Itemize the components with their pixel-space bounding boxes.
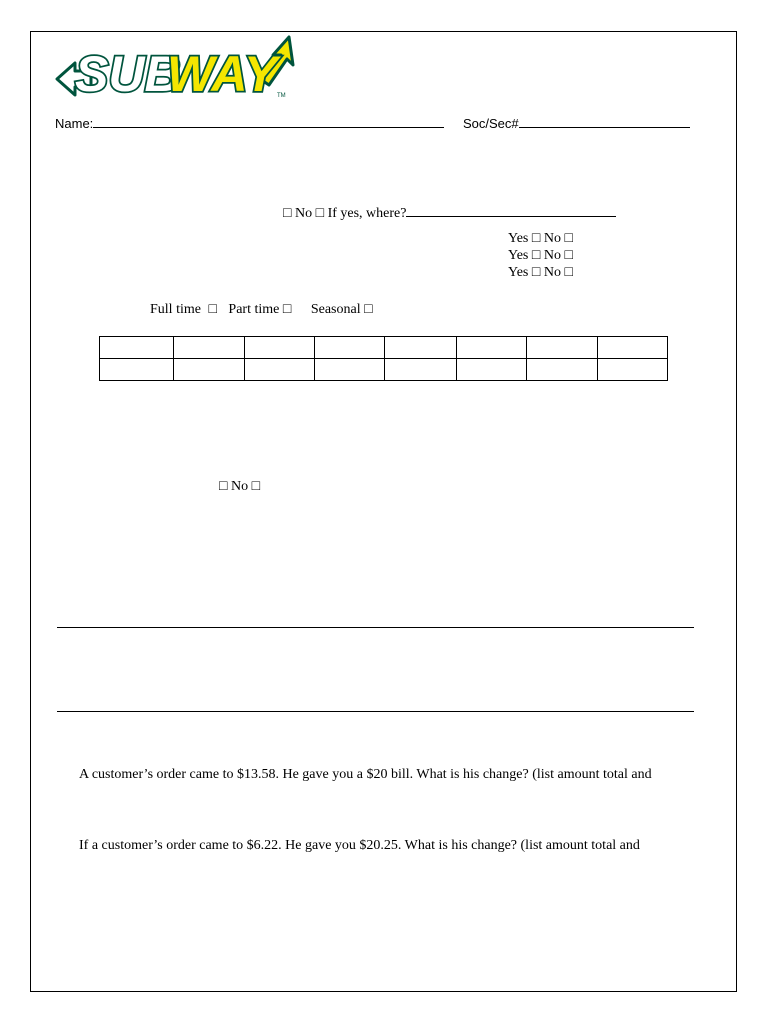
no-label: No (230, 479, 249, 494)
ssn-label: Soc/Sec# (463, 116, 519, 131)
ssn-row (463, 115, 690, 132)
name-row (55, 115, 444, 132)
yes-label: Yes (508, 248, 529, 263)
answer-line-1[interactable] (57, 627, 694, 628)
table-cell[interactable] (385, 359, 456, 381)
full-time-label: Full time (150, 302, 201, 317)
no-label: No (543, 231, 561, 246)
math-question-1: A customer’s order came to $13.58. He gave you a $20 bill. What is his change? (list amount total and (79, 767, 652, 782)
checkbox-no[interactable]: □ (315, 206, 325, 221)
table-cell[interactable] (597, 337, 667, 359)
application-form-page (30, 31, 737, 992)
where-field[interactable] (406, 204, 616, 217)
table-row (100, 359, 668, 381)
table-cell[interactable] (174, 359, 244, 381)
single-no-row (219, 479, 260, 495)
checkbox-part-time[interactable]: □ (282, 302, 292, 317)
no-label: No (543, 265, 561, 280)
answer-line-2[interactable] (57, 711, 694, 712)
table-cell[interactable] (456, 359, 526, 381)
checkbox-yes[interactable]: □ (531, 265, 541, 280)
seasonal-label: Seasonal (310, 302, 361, 317)
table-cell[interactable] (244, 337, 314, 359)
table-cell[interactable] (456, 337, 526, 359)
math-question-2: If a customer’s order came to $6.22. He gave you $20.25. What is his change? (list amount total and (79, 838, 640, 853)
table-cell[interactable] (100, 359, 174, 381)
name-field[interactable] (93, 115, 444, 128)
yes-no-stack (508, 231, 573, 282)
checkbox-no[interactable]: □ (564, 231, 573, 246)
availability-table (99, 336, 668, 381)
table-row (100, 337, 668, 359)
yes-no-row (508, 265, 573, 282)
table-cell[interactable] (527, 359, 597, 381)
subway-logo-graphic (55, 35, 297, 105)
no-label: No (294, 206, 313, 221)
ssn-field[interactable] (519, 115, 690, 128)
yes-label: Yes (508, 265, 529, 280)
checkbox-full-time[interactable]: □ (208, 302, 217, 317)
table-cell[interactable] (100, 337, 174, 359)
yes-no-row (508, 248, 573, 265)
table-cell[interactable] (315, 337, 385, 359)
if-yes-label: If yes, where? (327, 206, 407, 221)
part-time-label: Part time (228, 302, 280, 317)
logo-text-sub: SUB (75, 46, 181, 102)
checkbox-yes[interactable]: □ (531, 231, 541, 246)
checkbox-seasonal[interactable]: □ (364, 302, 373, 317)
checkbox-yes[interactable]: □ (219, 479, 228, 494)
table-cell[interactable] (315, 359, 385, 381)
where-question-row (283, 204, 616, 222)
employment-type-row (150, 302, 373, 318)
checkbox-yes[interactable]: □ (531, 248, 541, 263)
name-label: Name: (55, 116, 94, 131)
table-cell[interactable] (244, 359, 314, 381)
logo-trademark: TM (277, 93, 286, 99)
checkbox-no[interactable]: □ (564, 248, 573, 263)
checkbox-yes[interactable]: □ (283, 206, 292, 221)
table-cell[interactable] (174, 337, 244, 359)
no-label: No (543, 248, 561, 263)
yes-label: Yes (508, 231, 529, 246)
checkbox-no[interactable]: □ (564, 265, 573, 280)
yes-no-row (508, 231, 573, 248)
subway-logo (55, 35, 297, 105)
table-cell[interactable] (385, 337, 456, 359)
table-cell[interactable] (527, 337, 597, 359)
table-cell[interactable] (597, 359, 667, 381)
logo-text-way: WAY (167, 46, 278, 102)
checkbox-no[interactable]: □ (251, 479, 261, 494)
